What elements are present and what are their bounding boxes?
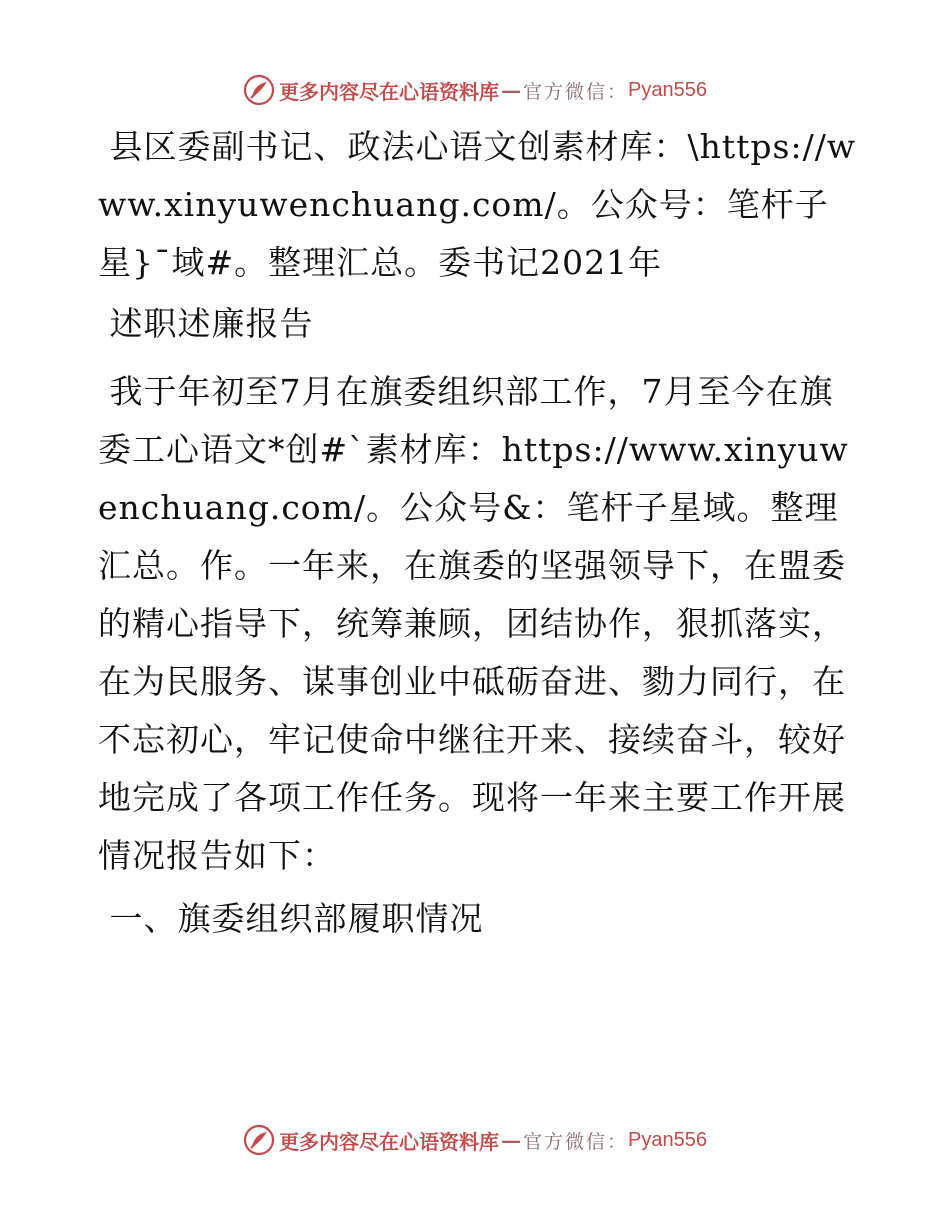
document-paragraph: 我于年初至7月在旗委组织部工作，7月至今在旗委工心语文*创#`素材库：https://www.xinyuwenchuang.com/。公众号&：笔杆子星域。整理汇总。作。一年来，在旗委的坚强领导下，在盟委的精心指导下，统筹兼顾，团结协作，狠抓落实，在为民服务、谋事创业中砥砺奋进、勠力同行，在不忘初心，牢记使命中继往开来、接续奋斗，较好地完成了各项工作任务。现将一年来主要工作开展情况报告如下： <box>98 372 849 875</box>
banner-official-label: 官方微信： <box>523 1130 629 1153</box>
banner-wechat-id: Pyan556 <box>628 78 707 101</box>
brand-logo-icon <box>243 74 275 106</box>
document-title: 述职述廉报告 <box>98 304 314 343</box>
header-banner <box>0 70 950 110</box>
banner-dash: — <box>501 78 521 102</box>
brand-logo-icon <box>243 1124 275 1156</box>
banner-official-label: 官方微信： <box>523 80 629 103</box>
document-body <box>98 118 858 948</box>
banner-dash: — <box>501 1128 521 1152</box>
banner-wechat-id: Pyan556 <box>628 1128 707 1151</box>
document-intro: 县区委副书记、政法心语文创素材库：\https://www.xinyuwenchuang.com/。公众号：笔杆子星}¯域#。整理汇总。委书记2021年 <box>98 127 857 282</box>
section-heading: 一、旗委组织部履职情况 <box>98 899 484 938</box>
banner-label: 更多内容尽在心语资料库 <box>279 1129 499 1154</box>
footer-banner <box>0 1120 950 1160</box>
banner-label: 更多内容尽在心语资料库 <box>279 79 499 104</box>
